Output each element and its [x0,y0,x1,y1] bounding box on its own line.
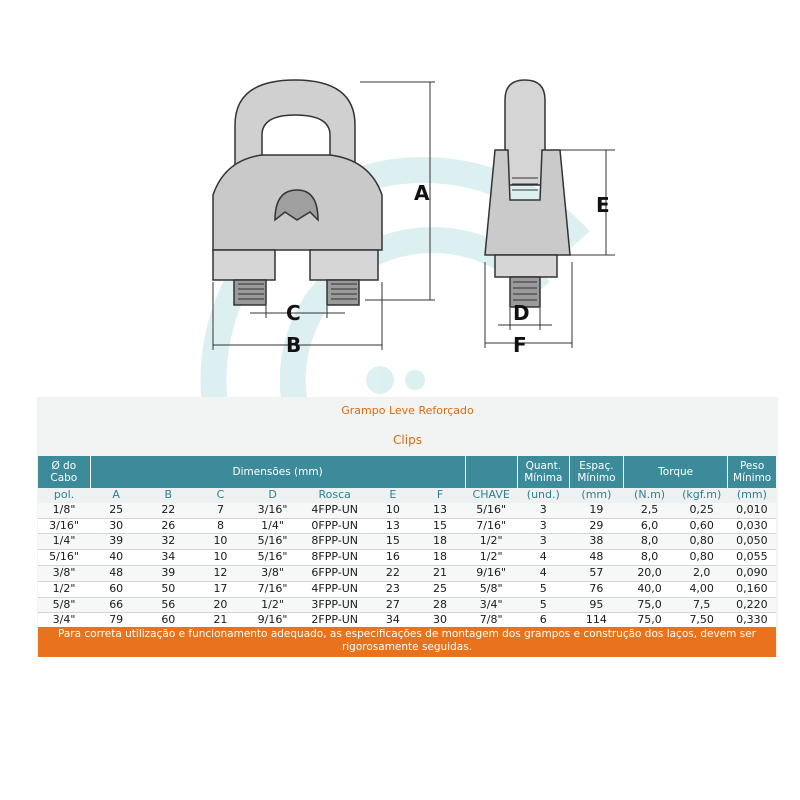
units-row [38,488,776,503]
table-cell: 13 [415,503,465,518]
table-cell: 1/2" [247,597,299,613]
table-cell: 5 [517,581,569,597]
table-cell: 23 [371,581,415,597]
table-cell: 56 [142,597,194,613]
table-cell: 10 [194,550,246,566]
dim-label-a: A [414,181,430,205]
table-row [38,503,776,518]
table-cell: 4FPP-UN [299,581,371,597]
table-row [38,534,776,550]
table-cell: 38 [569,534,623,550]
table-cell: 57 [569,565,623,581]
table-cell: 34 [142,550,194,566]
table-cell: 5/16" [38,550,90,566]
table-cell: 12 [194,565,246,581]
header-min-weight: Peso Mínimo [728,456,776,488]
table-cell: 25 [90,503,142,518]
table-cell: 32 [142,534,194,550]
table-cell: 5/16" [247,534,299,550]
table-cell: 0,25 [676,503,728,518]
table-cell: 7,5 [676,597,728,613]
table-cell: 27 [371,597,415,613]
table-cell: 76 [569,581,623,597]
table-cell: 3 [517,518,569,534]
table-cell: 1/2" [465,550,517,566]
unit-cell: (mm) [728,488,776,503]
table-cell: 0,010 [728,503,776,518]
table-cell: 0,030 [728,518,776,534]
table-cell: 15 [415,518,465,534]
table-cell: 5/16" [247,550,299,566]
table-cell: 30 [415,613,465,629]
header-blank [465,456,517,488]
table-cell: 1/4" [247,518,299,534]
table-cell: 75,0 [624,613,676,629]
table-cell: 7/16" [465,518,517,534]
table-cell: 8 [194,518,246,534]
table-cell: 7 [194,503,246,518]
table-cell: 1/2" [465,534,517,550]
table-cell: 3/16" [247,503,299,518]
table-cell: 50 [142,581,194,597]
table-cell: 5 [517,597,569,613]
unit-cell: pol. [38,488,90,503]
dim-label-f: F [513,333,527,357]
table-cell: 48 [569,550,623,566]
table-cell: 1/2" [38,581,90,597]
table-cell: 21 [415,565,465,581]
table-cell: 40 [90,550,142,566]
table-cell: 6,0 [624,518,676,534]
table-cell: 28 [415,597,465,613]
table-cell: 3/4" [38,613,90,629]
product-title: Grampo Leve Reforçado [341,404,474,417]
unit-cell: (und.) [517,488,569,503]
unit-cell: CHAVE [465,488,517,503]
table-cell: 4FPP-UN [299,503,371,518]
table-cell: 5/8" [38,597,90,613]
table-cell: 7/8" [465,613,517,629]
table-row [38,597,776,613]
table-cell: 114 [569,613,623,629]
table-cell: 60 [142,613,194,629]
table-cell: 3/8" [247,565,299,581]
header-min-qty: Quant. Mínima [517,456,569,488]
table-cell: 3/4" [465,597,517,613]
unit-cell: D [247,488,299,503]
table-cell: 9/16" [247,613,299,629]
dim-label-e: E [596,193,610,217]
table-cell: 34 [371,613,415,629]
table-cell: 0FPP-UN [299,518,371,534]
table-cell: 21 [194,613,246,629]
table-cell: 8FPP-UN [299,534,371,550]
table-cell: 39 [90,534,142,550]
table-cell: 29 [569,518,623,534]
unit-cell: (kgf.m) [676,488,728,503]
table-cell: 3/16" [38,518,90,534]
table-row [38,581,776,597]
dim-label-c: C [286,301,301,325]
footer-note [38,627,776,657]
table-cell: 5/16" [465,503,517,518]
footer-line-1: Para correta utilização e funcionamento adequado, as especificações de montagem dos grampos e construção dos laços, devem ser [58,628,756,640]
table-cell: 3 [517,534,569,550]
front-view [213,80,382,305]
dim-label-b: B [286,333,302,357]
table-cell: 13 [371,518,415,534]
table-cell: 0,050 [728,534,776,550]
table-cell: 60 [90,581,142,597]
table-cell: 3FPP-UN [299,597,371,613]
spec-table [38,456,776,629]
table-cell: 3/8" [38,565,90,581]
table-row [38,518,776,534]
table-cell: 7/16" [247,581,299,597]
table-cell: 9/16" [465,565,517,581]
table-cell: 48 [90,565,142,581]
table-cell: 1/4" [38,534,90,550]
table-cell: 6FPP-UN [299,565,371,581]
table-cell: 16 [371,550,415,566]
side-view [485,80,570,307]
table-cell: 15 [371,534,415,550]
table-cell: 18 [415,550,465,566]
table-cell: 2,0 [676,565,728,581]
table-row [38,565,776,581]
table-cell: 7,50 [676,613,728,629]
table-cell: 0,80 [676,550,728,566]
table-cell: 0,090 [728,565,776,581]
table-cell: 3 [517,503,569,518]
table-cell: 6 [517,613,569,629]
table-cell: 0,055 [728,550,776,566]
unit-cell: E [371,488,415,503]
table-cell: 8FPP-UN [299,550,371,566]
table-cell: 20 [194,597,246,613]
table-cell: 4 [517,565,569,581]
table-cell: 0,220 [728,597,776,613]
table-cell: 10 [194,534,246,550]
table-cell: 66 [90,597,142,613]
table-cell: 19 [569,503,623,518]
table-cell: 95 [569,597,623,613]
table-cell: 18 [415,534,465,550]
table-row [38,550,776,566]
dim-label-d: D [513,301,530,325]
table-cell: 2,5 [624,503,676,518]
table-cell: 40,0 [624,581,676,597]
unit-cell: C [194,488,246,503]
clip-technical-drawing [0,0,800,395]
table-cell: 0,60 [676,518,728,534]
table-cell: 0,330 [728,613,776,629]
table-cell: 26 [142,518,194,534]
table-cell: 39 [142,565,194,581]
table-cell: 8,0 [624,534,676,550]
footer-line-2: rigorosamente seguidas. [341,641,473,653]
table-cell: 75,0 [624,597,676,613]
table-cell: 0,80 [676,534,728,550]
header-dimensions: Dimensões (mm) [90,456,465,488]
table-cell: 4,00 [676,581,728,597]
header-min-spacing: Espaç. Mínimo [569,456,623,488]
table-cell: 5/8" [465,581,517,597]
table-cell: 20,0 [624,565,676,581]
table-cell: 22 [371,565,415,581]
unit-cell: Rosca [299,488,371,503]
table-cell: 2FPP-UN [299,613,371,629]
table-cell: 8,0 [624,550,676,566]
table-cell: 1/8" [38,503,90,518]
header-cable: Ø do Cabo [38,456,90,488]
table-cell: 25 [415,581,465,597]
table-cell: 10 [371,503,415,518]
unit-cell: (mm) [569,488,623,503]
table-cell: 4 [517,550,569,566]
header-torque: Torque [624,456,728,488]
table-cell: 79 [90,613,142,629]
table-cell: 0,160 [728,581,776,597]
table-cell: 30 [90,518,142,534]
table-cell: 22 [142,503,194,518]
unit-cell: (N.m) [624,488,676,503]
unit-cell: B [142,488,194,503]
product-subtitle: Clips [393,433,422,447]
table-header-row [38,456,776,488]
table-cell: 17 [194,581,246,597]
unit-cell: A [90,488,142,503]
unit-cell: F [415,488,465,503]
